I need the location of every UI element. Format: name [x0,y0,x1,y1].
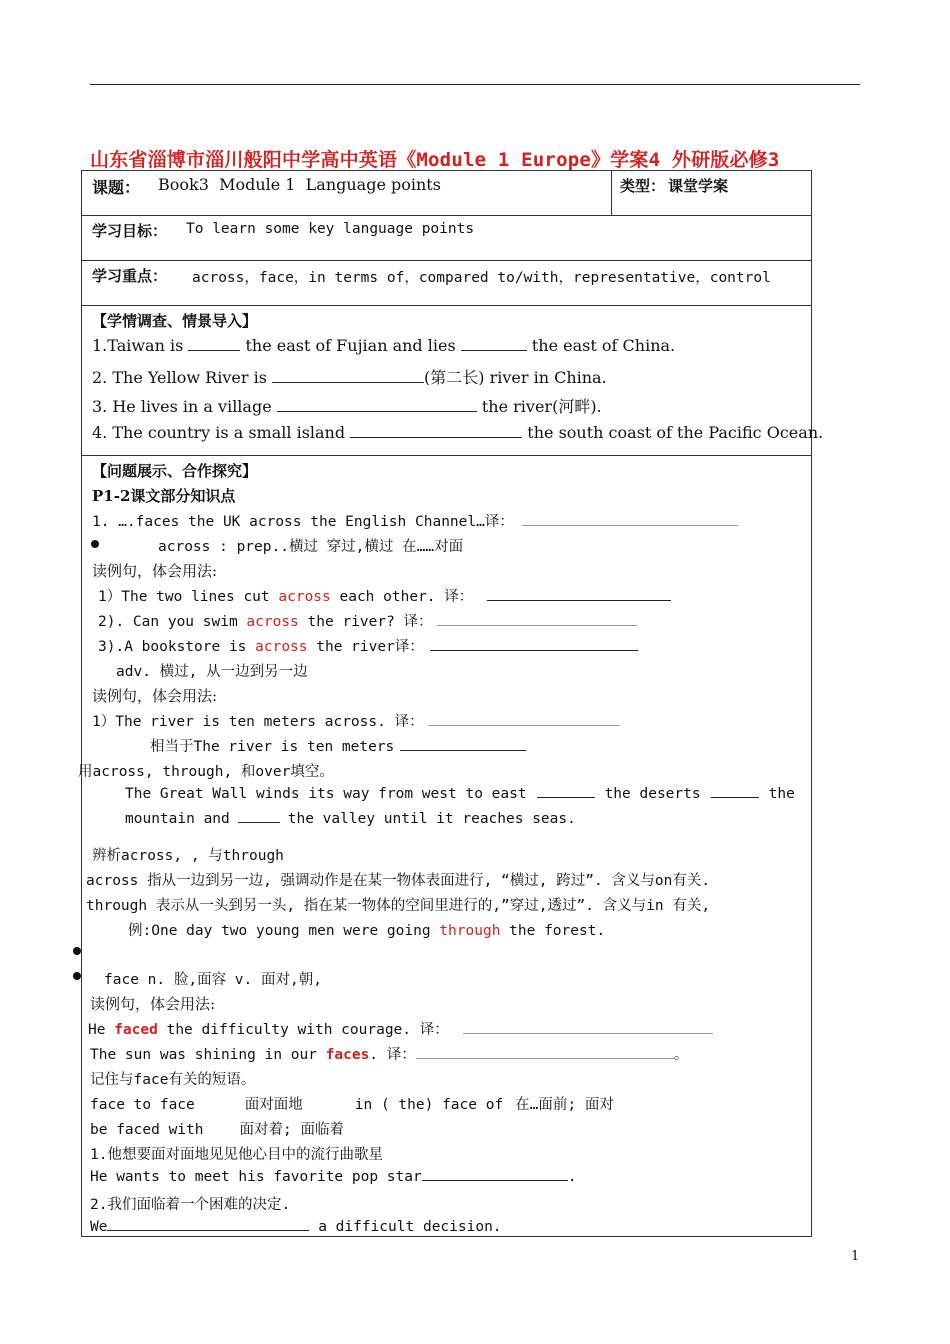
goal-value: To learn some key language points [186,221,475,237]
example-4: 1）The river is ten meters across. 译： [92,710,620,731]
answer-blank[interactable] [461,338,527,351]
type-value: 课堂学案 [668,177,729,195]
adv-definition: adv. 横过, 从一边到另一边 [116,664,308,680]
warmup-q4: 4. The country is a small island the south coast of the Pacific Ocean. [92,423,824,442]
translation-answer-2: We a difficult decision. [90,1219,502,1235]
warmup-heading: 【学情调查、情景导入】 [92,312,258,330]
goal-label: 学习目标： [92,222,168,240]
answer-blank[interactable] [400,738,526,751]
lesson-value: Book3 Module 1 Language points [158,175,441,194]
example-2: 2). Can you swim across the river? 译： [98,610,637,631]
diff-example: 例:One day two young men were going through the forest. [128,923,606,939]
answer-blank[interactable] [463,1021,713,1034]
focus-value: across，face，in terms of，compared to/with，representative，control [192,270,771,286]
answer-blank[interactable] [537,785,595,798]
header-divider [611,171,612,215]
face-example-2: The sun was shining in our faces. 译： 。 [90,1047,689,1063]
bullet-icon [91,540,99,548]
answer-blank[interactable] [350,425,522,438]
example-1: 1）The two lines cut across each other. 译： [98,585,671,606]
document-title: 山东省淄博市淄川般阳中学高中英语《Module 1 Europe》学案4 外研版必修3 [90,149,780,171]
answer-blank[interactable] [428,713,620,726]
translation-prompt-1: 1.他想要面对面地见见他心目中的流行曲歌星 [90,1147,383,1163]
bullet-icon [73,947,81,955]
translation-answer-1: He wants to meet his favorite pop star . [90,1169,577,1185]
explore-subheading: P1-2课文部分知识点 [92,487,236,505]
focus-label: 学习重点： [92,267,168,285]
worksheet-table [78,170,824,1237]
answer-blank[interactable] [422,1168,568,1181]
read-prompt: 读例句，体会用法: [92,562,218,580]
phrases-title: 记住与face有关的短语。 [90,1072,256,1088]
diff-across: across 指从一边到另一边, 强调动作是在某一物体表面进行, “横过, 跨过”. 含义与on有关. [86,873,711,889]
answer-blank[interactable] [430,638,638,651]
sentence-1: 1. ….faces the UK across the English Channel…译： [92,510,738,531]
fill-title: 用across, through, 和over填空。 [78,764,334,780]
face-example-1: He faced the difficulty with courage. 译： [88,1018,713,1039]
header-rule [90,84,860,85]
across-definition: across : prep..横过 穿过,横过 在……对面 [158,539,464,555]
answer-blank[interactable] [272,370,424,383]
explore-heading: 【问题展示、合作探究】 [92,462,258,480]
warmup-q1: 1.Taiwan is the east of Fujian and lies the east of China. [92,336,676,355]
answer-blank[interactable] [238,810,280,823]
example-3: 3).A bookstore is across the river译： [98,635,638,656]
answer-blank[interactable] [437,613,637,626]
lesson-label: 课题： [92,178,141,197]
answer-blank[interactable] [107,1218,309,1231]
phrase-row-2: be faced with 面对着; 面临着 [90,1122,344,1138]
warmup-q2: 2. The Yellow River is (第二长) river in China. [92,368,607,387]
diff-through: through 表示从一头到另一头, 指在某一物体的空间里进行的,”穿过,透过”. 含义与in 有关, [86,898,711,914]
example-4-equivalent: 相当于The river is ten meters [150,735,526,756]
translation-prompt-2: 2.我们面临着一个困难的决定. [90,1197,291,1213]
phrase-row-1: face to face 面对面地 in ( the) face of 在…面前; 面对 [90,1097,614,1113]
read-prompt: 读例句，体会用法: [90,995,216,1013]
face-definition: face n. 脸,面容 v. 面对,朝, [104,972,322,988]
type-label: 类型： [620,177,666,195]
fill-sentence-1: The Great Wall winds its way from west to east the deserts the [125,786,795,802]
read-prompt: 读例句，体会用法: [92,687,218,705]
bullet-icon [73,972,81,980]
answer-blank[interactable] [277,399,477,412]
warmup-q3: 3. He lives in a village the river(河畔). [92,397,602,416]
diff-title: 辨析across, , 与through [92,848,284,864]
answer-blank[interactable] [188,338,240,351]
answer-blank[interactable] [711,785,759,798]
page-number: 1 [851,1249,860,1264]
answer-blank[interactable] [487,588,671,601]
answer-blank[interactable] [522,513,738,526]
fill-sentence-2: mountain and the valley until it reaches seas. [125,811,576,827]
answer-blank[interactable] [416,1046,674,1059]
